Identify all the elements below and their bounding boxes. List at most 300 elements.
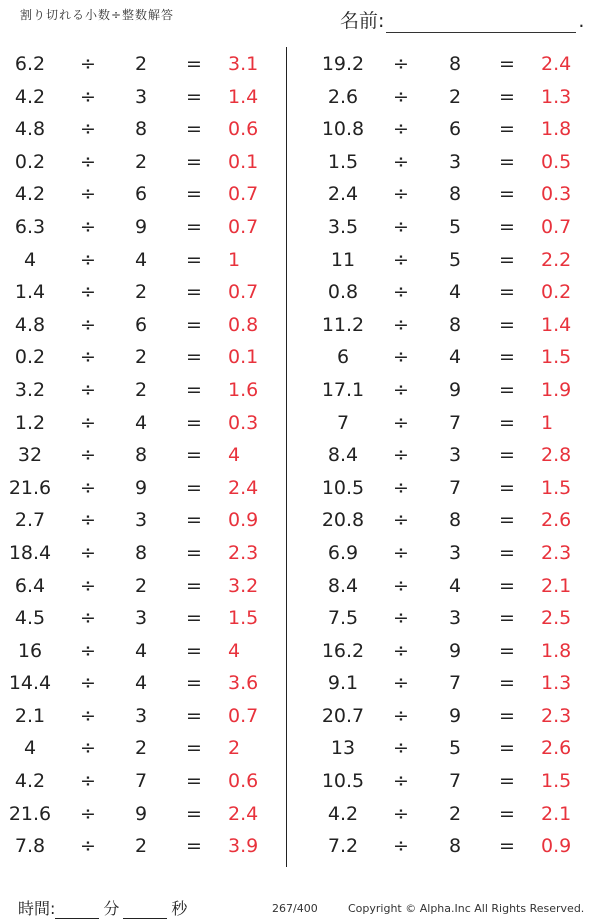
- divisor: 3: [449, 541, 462, 564]
- dividend: 11.2: [321, 313, 365, 336]
- equals-sign: =: [186, 802, 202, 825]
- division-sign: ÷: [80, 183, 96, 206]
- division-sign: ÷: [393, 118, 409, 141]
- minutes-blank: [55, 902, 99, 919]
- problem-row: [0, 178, 280, 211]
- division-sign: ÷: [393, 802, 409, 825]
- worksheet-title: 割り切れる小数÷整数解答: [20, 8, 175, 22]
- dividend: 16.2: [321, 639, 365, 662]
- divisor: 2: [135, 835, 148, 858]
- equals-sign: =: [499, 150, 515, 173]
- division-sign: ÷: [393, 85, 409, 108]
- dividend: 32: [17, 444, 43, 467]
- problem-row: [313, 570, 593, 603]
- dividend: 7.8: [14, 835, 46, 858]
- answer: 0.1: [228, 150, 259, 173]
- division-sign: ÷: [80, 476, 96, 499]
- answer: 3.2: [228, 574, 259, 597]
- problem-row: [0, 374, 280, 407]
- problem-row: [313, 211, 593, 244]
- division-sign: ÷: [80, 444, 96, 467]
- answer: 0.7: [228, 704, 259, 727]
- dividend: 21.6: [8, 476, 52, 499]
- equals-sign: =: [186, 704, 202, 727]
- equals-sign: =: [499, 85, 515, 108]
- division-sign: ÷: [393, 411, 409, 434]
- time-label: 時間:: [18, 899, 56, 918]
- divisor: 9: [449, 704, 462, 727]
- division-sign: ÷: [80, 509, 96, 532]
- answer: 2.3: [228, 541, 259, 564]
- division-sign: ÷: [80, 541, 96, 564]
- answer: 2.1: [541, 802, 572, 825]
- answer: 2.3: [541, 541, 572, 564]
- answer: 0.6: [228, 118, 259, 141]
- division-sign: ÷: [393, 346, 409, 369]
- seconds-unit: 秒: [171, 899, 188, 918]
- dividend: 4.2: [14, 183, 46, 206]
- problem-row: [313, 504, 593, 537]
- division-sign: ÷: [393, 737, 409, 760]
- dividend: 13: [330, 737, 356, 760]
- divisor: 4: [135, 672, 148, 695]
- division-sign: ÷: [80, 53, 96, 75]
- dividend: 16: [17, 639, 43, 662]
- division-sign: ÷: [393, 215, 409, 238]
- division-sign: ÷: [80, 281, 96, 304]
- dividend: 0.2: [14, 346, 46, 369]
- answer: 4: [228, 444, 241, 467]
- time-field: [18, 896, 191, 919]
- dividend: 20.8: [321, 509, 365, 532]
- answer: 2.5: [541, 607, 572, 630]
- dividend: 18.4: [8, 541, 52, 564]
- answer: 1.8: [541, 118, 572, 141]
- dividend: 1.2: [14, 411, 46, 434]
- divisor: 2: [449, 85, 462, 108]
- division-sign: ÷: [80, 411, 96, 434]
- answer: 0.7: [228, 281, 259, 304]
- problem-row: [0, 602, 280, 635]
- equals-sign: =: [499, 541, 515, 564]
- division-sign: ÷: [393, 53, 409, 75]
- division-sign: ÷: [80, 672, 96, 695]
- problem-row: [0, 341, 280, 374]
- equals-sign: =: [186, 444, 202, 467]
- name-end-mark: .: [578, 10, 585, 32]
- divisor: 2: [449, 802, 462, 825]
- dividend: 8.4: [327, 444, 359, 467]
- division-sign: ÷: [80, 150, 96, 173]
- equals-sign: =: [186, 509, 202, 532]
- division-sign: ÷: [393, 509, 409, 532]
- division-sign: ÷: [80, 607, 96, 630]
- equals-sign: =: [186, 215, 202, 238]
- dividend: 4.5: [14, 607, 46, 630]
- answer: 2.3: [541, 704, 572, 727]
- equals-sign: =: [186, 411, 202, 434]
- problem-column-left: [0, 48, 280, 863]
- equals-sign: =: [499, 737, 515, 760]
- equals-sign: =: [499, 118, 515, 141]
- equals-sign: =: [499, 835, 515, 858]
- dividend: 10.5: [321, 770, 365, 793]
- problem-row: [313, 439, 593, 472]
- equals-sign: =: [186, 770, 202, 793]
- answer: 0.7: [228, 215, 259, 238]
- division-sign: ÷: [80, 770, 96, 793]
- divisor: 4: [449, 574, 462, 597]
- problem-row: [0, 48, 280, 81]
- dividend: 4.2: [14, 85, 46, 108]
- answer: 1.3: [541, 672, 572, 695]
- problem-row: [313, 472, 593, 505]
- answer: 1.5: [228, 607, 259, 630]
- answer: 2.8: [541, 444, 572, 467]
- divisor: 2: [135, 53, 148, 75]
- answer: 0.8: [228, 313, 259, 336]
- divisor: 9: [449, 639, 462, 662]
- answer: 2.2: [541, 248, 572, 271]
- problem-row: [313, 178, 593, 211]
- equals-sign: =: [186, 737, 202, 760]
- problem-row: [0, 309, 280, 342]
- problem-row: [0, 211, 280, 244]
- problem-row: [0, 765, 280, 798]
- answer: 1.4: [228, 85, 259, 108]
- dividend: 4.8: [14, 313, 46, 336]
- divisor: 5: [449, 737, 462, 760]
- problem-row: [0, 407, 280, 440]
- dividend: 2.1: [14, 704, 46, 727]
- problem-row: [313, 374, 593, 407]
- answer: 3.1: [228, 53, 259, 75]
- answer: 1: [541, 411, 554, 434]
- answer: 0.5: [541, 150, 572, 173]
- division-sign: ÷: [393, 574, 409, 597]
- answer: 1: [228, 248, 241, 271]
- divisor: 8: [135, 541, 148, 564]
- dividend: 4: [23, 248, 37, 271]
- equals-sign: =: [186, 183, 202, 206]
- problem-row: [313, 667, 593, 700]
- answer: 2.4: [541, 53, 572, 75]
- equals-sign: =: [499, 476, 515, 499]
- problem-row: [0, 146, 280, 179]
- dividend: 4.8: [14, 118, 46, 141]
- divisor: 8: [449, 509, 462, 532]
- divisor: 4: [449, 281, 462, 304]
- problem-row: [0, 504, 280, 537]
- dividend: 6.2: [14, 53, 46, 75]
- division-sign: ÷: [393, 607, 409, 630]
- divisor: 8: [449, 835, 462, 858]
- divisor: 8: [449, 313, 462, 336]
- page-number: 267/400: [272, 902, 318, 915]
- divisor: 9: [449, 378, 462, 401]
- name-blank-line: [386, 14, 576, 33]
- dividend: 6.4: [14, 574, 46, 597]
- answer: 3.9: [228, 835, 259, 858]
- dividend: 4: [23, 737, 37, 760]
- problem-row: [313, 407, 593, 440]
- problem-row: [0, 635, 280, 668]
- divisor: 2: [135, 150, 148, 173]
- column-divider: [286, 47, 287, 867]
- equals-sign: =: [499, 509, 515, 532]
- equals-sign: =: [499, 607, 515, 630]
- problem-row: [0, 244, 280, 277]
- division-sign: ÷: [80, 802, 96, 825]
- division-sign: ÷: [80, 574, 96, 597]
- answer: 0.9: [541, 835, 572, 858]
- dividend: 21.6: [8, 802, 52, 825]
- dividend: 7: [336, 411, 350, 434]
- divisor: 3: [449, 150, 462, 173]
- dividend: 2.6: [327, 85, 359, 108]
- equals-sign: =: [186, 281, 202, 304]
- problem-row: [313, 830, 593, 863]
- equals-sign: =: [186, 313, 202, 336]
- answer: 1.6: [228, 378, 259, 401]
- dividend: 1.5: [327, 150, 359, 173]
- division-sign: ÷: [393, 281, 409, 304]
- problem-row: [0, 81, 280, 114]
- equals-sign: =: [186, 150, 202, 173]
- division-sign: ÷: [80, 704, 96, 727]
- equals-sign: =: [186, 835, 202, 858]
- equals-sign: =: [499, 411, 515, 434]
- divisor: 2: [135, 281, 148, 304]
- answer: 0.3: [228, 411, 259, 434]
- problem-column-right: [313, 48, 593, 863]
- problem-row: [0, 113, 280, 146]
- division-sign: ÷: [393, 378, 409, 401]
- problem-row: [313, 700, 593, 733]
- answer: 2.6: [541, 509, 572, 532]
- answer: 4: [228, 639, 241, 662]
- minutes-unit: 分: [103, 899, 120, 918]
- equals-sign: =: [499, 183, 515, 206]
- divisor: 9: [135, 476, 148, 499]
- dividend: 0.2: [14, 150, 46, 173]
- problem-row: [0, 667, 280, 700]
- equals-sign: =: [499, 281, 515, 304]
- divisor: 6: [135, 313, 148, 336]
- equals-sign: =: [186, 248, 202, 271]
- equals-sign: =: [499, 53, 515, 75]
- dividend: 9.1: [327, 672, 359, 695]
- problem-row: [0, 798, 280, 831]
- division-sign: ÷: [80, 639, 96, 662]
- dividend: 6: [336, 346, 350, 369]
- dividend: 10.8: [321, 118, 365, 141]
- divisor: 2: [135, 346, 148, 369]
- division-sign: ÷: [80, 346, 96, 369]
- answer: 1.5: [541, 346, 572, 369]
- problem-row: [0, 700, 280, 733]
- divisor: 3: [449, 607, 462, 630]
- problem-row: [313, 341, 593, 374]
- dividend: 8.4: [327, 574, 359, 597]
- answer: 2.1: [541, 574, 572, 597]
- equals-sign: =: [186, 639, 202, 662]
- divisor: 9: [135, 802, 148, 825]
- division-sign: ÷: [393, 704, 409, 727]
- answer: 2.6: [541, 737, 572, 760]
- problem-row: [313, 113, 593, 146]
- equals-sign: =: [186, 53, 202, 75]
- problem-row: [313, 276, 593, 309]
- name-field: [340, 6, 584, 33]
- answer: 0.7: [541, 215, 572, 238]
- answer: 0.7: [228, 183, 259, 206]
- equals-sign: =: [499, 215, 515, 238]
- division-sign: ÷: [393, 444, 409, 467]
- answer: 0.6: [228, 770, 259, 793]
- problem-row: [0, 276, 280, 309]
- divisor: 4: [135, 639, 148, 662]
- dividend: 7.2: [327, 835, 359, 858]
- copyright-notice: Copyright © Alpha.Inc All Rights Reserved.: [348, 902, 585, 915]
- divisor: 3: [135, 85, 148, 108]
- equals-sign: =: [499, 444, 515, 467]
- answer: 1.4: [541, 313, 572, 336]
- equals-sign: =: [499, 672, 515, 695]
- equals-sign: =: [499, 248, 515, 271]
- division-sign: ÷: [80, 215, 96, 238]
- divisor: 7: [449, 672, 462, 695]
- dividend: 3.2: [14, 378, 46, 401]
- equals-sign: =: [186, 476, 202, 499]
- equals-sign: =: [499, 639, 515, 662]
- division-sign: ÷: [393, 835, 409, 858]
- division-sign: ÷: [393, 248, 409, 271]
- problem-row: [313, 732, 593, 765]
- problem-row: [0, 570, 280, 603]
- dividend: 11: [330, 248, 356, 271]
- answer: 0.9: [228, 509, 259, 532]
- dividend: 3.5: [327, 215, 359, 238]
- answer: 1.5: [541, 476, 572, 499]
- equals-sign: =: [186, 541, 202, 564]
- equals-sign: =: [186, 346, 202, 369]
- divisor: 4: [449, 346, 462, 369]
- problem-row: [313, 635, 593, 668]
- divisor: 5: [449, 215, 462, 238]
- divisor: 6: [449, 118, 462, 141]
- divisor: 2: [135, 737, 148, 760]
- seconds-blank: [123, 902, 167, 919]
- problem-row: [313, 537, 593, 570]
- dividend: 19.2: [321, 53, 365, 75]
- division-sign: ÷: [80, 248, 96, 271]
- problem-row: [0, 830, 280, 863]
- division-sign: ÷: [80, 118, 96, 141]
- problem-row: [313, 244, 593, 277]
- divisor: 2: [135, 574, 148, 597]
- equals-sign: =: [499, 346, 515, 369]
- divisor: 8: [135, 118, 148, 141]
- answer: 1.3: [541, 85, 572, 108]
- problem-row: [313, 81, 593, 114]
- divisor: 2: [135, 378, 148, 401]
- divisor: 9: [135, 215, 148, 238]
- dividend: 1.4: [14, 281, 46, 304]
- problem-row: [0, 472, 280, 505]
- answer: 0.3: [541, 183, 572, 206]
- dividend: 17.1: [321, 378, 365, 401]
- division-sign: ÷: [393, 672, 409, 695]
- problem-row: [0, 439, 280, 472]
- divisor: 8: [449, 183, 462, 206]
- divisor: 4: [135, 248, 148, 271]
- divisor: 3: [449, 444, 462, 467]
- answer: 2: [228, 737, 241, 760]
- divisor: 7: [135, 770, 148, 793]
- division-sign: ÷: [80, 737, 96, 760]
- division-sign: ÷: [393, 770, 409, 793]
- dividend: 6.3: [14, 215, 46, 238]
- dividend: 2.4: [327, 183, 359, 206]
- divisor: 3: [135, 607, 148, 630]
- dividend: 7.5: [327, 607, 359, 630]
- divisor: 3: [135, 509, 148, 532]
- answer: 3.6: [228, 672, 259, 695]
- division-sign: ÷: [393, 639, 409, 662]
- divisor: 6: [135, 183, 148, 206]
- dividend: 14.4: [8, 672, 52, 695]
- divisor: 7: [449, 411, 462, 434]
- equals-sign: =: [186, 85, 202, 108]
- problem-row: [0, 537, 280, 570]
- name-label: 名前:: [340, 10, 385, 32]
- division-sign: ÷: [80, 378, 96, 401]
- equals-sign: =: [499, 378, 515, 401]
- answer: 2.4: [228, 476, 259, 499]
- division-sign: ÷: [393, 476, 409, 499]
- answer: 0.2: [541, 281, 572, 304]
- division-sign: ÷: [393, 541, 409, 564]
- equals-sign: =: [186, 378, 202, 401]
- equals-sign: =: [499, 802, 515, 825]
- division-sign: ÷: [80, 85, 96, 108]
- problem-row: [313, 146, 593, 179]
- divisor: 4: [135, 411, 148, 434]
- equals-sign: =: [499, 770, 515, 793]
- equals-sign: =: [499, 704, 515, 727]
- division-sign: ÷: [393, 313, 409, 336]
- division-sign: ÷: [393, 150, 409, 173]
- dividend: 20.7: [321, 704, 365, 727]
- divisor: 7: [449, 770, 462, 793]
- equals-sign: =: [186, 672, 202, 695]
- answer: 2.4: [228, 802, 259, 825]
- problem-row: [313, 798, 593, 831]
- equals-sign: =: [499, 313, 515, 336]
- divisor: 7: [449, 476, 462, 499]
- divisor: 3: [135, 704, 148, 727]
- equals-sign: =: [186, 607, 202, 630]
- divisor: 5: [449, 248, 462, 271]
- dividend: 4.2: [327, 802, 359, 825]
- equals-sign: =: [186, 574, 202, 597]
- problem-row: [313, 48, 593, 81]
- dividend: 4.2: [14, 770, 46, 793]
- dividend: 10.5: [321, 476, 365, 499]
- answer: 0.1: [228, 346, 259, 369]
- problem-row: [0, 732, 280, 765]
